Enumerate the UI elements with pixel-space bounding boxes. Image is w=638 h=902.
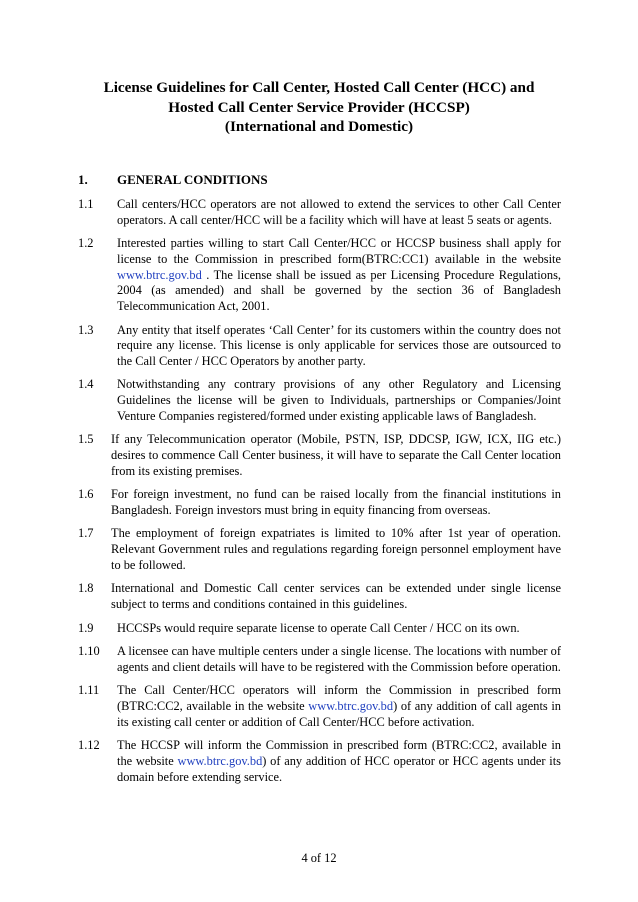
list-item (78, 323, 561, 370)
item-text: HCCSPs would require separate license to operate Call Center / HCC on its own. (117, 620, 520, 635)
list-item (78, 738, 561, 785)
item-text (117, 738, 561, 785)
item-text (117, 236, 561, 315)
section-number: 1. (78, 172, 88, 187)
item-text-part: The Call Center/HCC operators will inform the Commission in prescribed form (BTRC:CC2, available in the website (117, 683, 561, 713)
item-text: If any Telecommunication operator (Mobile, PSTN, ISP, DDCSP, IGW, ICX, IIG etc.) desires to commence Call Center business, it will have to separate the Call Center location from its existing premises. (111, 432, 561, 478)
item-text: International and Domestic Call center services can be extended under single license subject to terms and conditions contained in this guidelines. (111, 581, 561, 612)
item-text: Call centers/HCC operators are not allowed to extend the services to other Call Center operators. A call center/HCC will be a facility which will have at least 5 seats or agents. (117, 197, 561, 227)
item-number: 1.6 (78, 487, 94, 502)
item-text: Notwithstanding any contrary provisions of any other Regulatory and Licensing Guidelines the license will be given to Individuals, partnerships or Companies/Joint Venture Companies registered/formed under existing applicable laws of Bangladesh. (117, 377, 561, 423)
title-line-1: License Guidelines for Call Center, Hosted Call Center (HCC) and (103, 79, 535, 96)
list-item (78, 644, 561, 675)
item-text-part: ) of any addition of HCC operator or HCC agents under its domain before extending service. (117, 753, 561, 784)
list-item (78, 487, 561, 518)
item-text: The employment of foreign expatriates is limited to 10% after 1st year of operation. Relevant Government rules and regulations regarding foreign personnel employment have to be followed. (111, 526, 561, 572)
item-number: 1.9 (78, 620, 94, 635)
item-number: 1.12 (78, 738, 100, 753)
item-text-part: . The license shall be issued as per Licensing Procedure Regulations, 2004 (as amended) and shall be governed by the section 36 of Bangladesh Telecommunication Act, 2001. (117, 267, 561, 314)
title-line-3: (International and Domestic) (224, 118, 414, 135)
item-number: 1.4 (78, 377, 94, 392)
item-number: 1.3 (78, 322, 94, 337)
item-number: 1.10 (78, 644, 100, 659)
conditions-list (78, 197, 561, 793)
list-item (78, 581, 561, 612)
website-link[interactable]: www.btrc.gov.bd (117, 267, 202, 282)
item-text: Any entity that itself operates ‘Call Center’ for its customers within the country does not require any license. This license is only applicable for services those are outsourced to the Call Center / HCC Operators by another party. (117, 322, 561, 368)
list-item (78, 377, 561, 424)
item-text: A licensee can have multiple centers under a single license. The locations with number of agents and client details will have to be registered with the Commission before operation. (117, 644, 561, 674)
item-number: 1.2 (78, 236, 94, 251)
item-number: 1.5 (78, 432, 94, 447)
item-text-part: ) of any addition of call agents in its existing call center or addition of Call Center/HCC before activation. (117, 698, 561, 729)
website-link[interactable]: www.btrc.gov.bd (177, 753, 263, 768)
list-item (78, 683, 561, 730)
item-text-part: Interested parties willing to start Call Center/HCC or HCCSP business shall apply for license to the Commission in prescribed form(BTRC:CC1) available in the website (117, 236, 561, 266)
section-heading (78, 172, 268, 188)
title-line-2: Hosted Call Center Service Provider (HCCSP) (168, 98, 470, 116)
list-item (78, 621, 561, 637)
item-number: 1.11 (78, 683, 100, 698)
item-text: For foreign investment, no fund can be raised locally from the financial institutions in Bangladesh. Foreign investors must bring in equity financing from overseas. (111, 487, 561, 517)
item-number: 1.8 (78, 581, 94, 596)
document-title (60, 78, 578, 137)
list-item (78, 432, 561, 479)
list-item (78, 197, 561, 228)
list-item (78, 236, 561, 315)
section-title: GENERAL CONDITIONS (117, 172, 268, 187)
website-link[interactable]: www.btrc.gov.bd (308, 698, 394, 713)
item-text (117, 683, 561, 730)
page-number: 4 of 12 (301, 851, 337, 865)
item-number: 1.7 (78, 526, 94, 541)
item-number: 1.1 (78, 197, 94, 211)
item-text-part: The HCCSP will inform the Commission in prescribed form (BTRC:CC2, available in the website (117, 738, 561, 768)
list-item (78, 526, 561, 573)
